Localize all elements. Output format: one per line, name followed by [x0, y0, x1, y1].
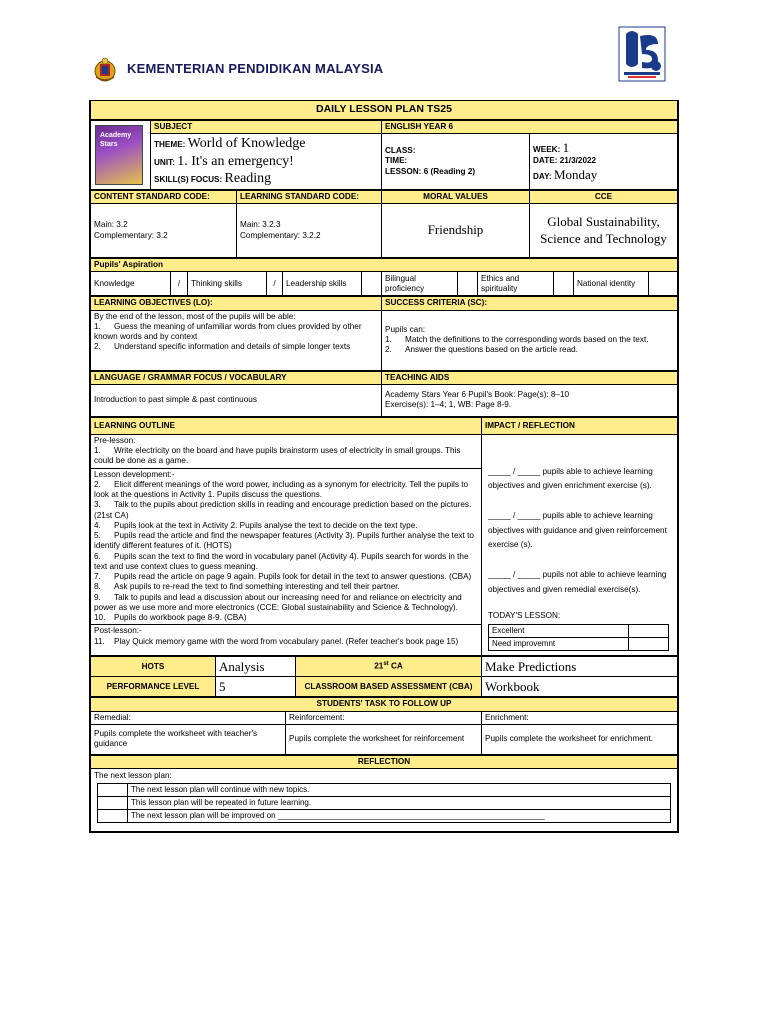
todays-lesson-excellent-box[interactable]	[629, 625, 669, 638]
hots-value: Analysis	[216, 657, 296, 677]
aspiration-knowledge-tick: /	[171, 272, 188, 296]
option-1-box[interactable]	[98, 784, 128, 797]
step-2: Elicit different meanings of the word power, including as a synonym for electricity. Tell the pupils to look at the questions in Activity 1. Pupils discuss the questions.	[94, 479, 469, 499]
aspiration-ethics-tick	[554, 272, 574, 296]
theme-unit-skill-cell: THEME: World of Knowledge UNIT: 1. It's an emergency! SKILL(S) FOCUS: Reading	[151, 134, 382, 190]
enrichment-label: Enrichment:	[482, 711, 678, 724]
book-cover-image: Academy Stars	[95, 125, 143, 185]
performance-level-label: PERFORMANCE LEVEL	[91, 677, 216, 697]
cba-label: CLASSROOM BASED ASSESSMENT (CBA)	[296, 677, 482, 697]
remedial-text: Pupils complete the worksheet with teacher's guidance	[91, 724, 286, 754]
task-label: STUDENTS' TASK TO FOLLOW UP	[91, 698, 678, 711]
learning-outline-label: LEARNING OUTLINE	[91, 417, 482, 434]
learning-standard-label: LEARNING STANDARD CODE:	[237, 190, 382, 203]
title-table	[90, 101, 678, 120]
teaching-aids: Academy Stars Year 6 Pupil's Book: Page(s): 8–10 Exercise(s): 1–4; 1, WB: Page 8-9.	[382, 384, 678, 416]
todays-lesson-need-improvement: Need improvemnt	[489, 638, 629, 651]
aspiration-bilingual: Bilingual proficiency	[382, 272, 458, 296]
class-time-lesson-cell: CLASS: TIME: LESSON: 6 (Reading 2)	[382, 134, 530, 190]
week-value: 1	[562, 140, 570, 156]
option-3-text: The next lesson plan will be improved on ____________________________________________________________	[128, 810, 671, 823]
step-5: Pupils read the article and find the newspaper features (Activity 3). Pupils further analyse the text to identify different features of it. (HOTS)	[94, 531, 474, 551]
content-standard-label: CONTENT STANDARD CODE:	[91, 190, 237, 203]
aspiration-thinking-tick: /	[267, 272, 283, 296]
subject-info-table	[90, 120, 678, 190]
hots-label: HOTS	[91, 657, 216, 677]
next-lesson-label: The next lesson plan:	[94, 771, 172, 781]
aspiration-knowledge: Knowledge	[91, 272, 171, 296]
lo-label: LEARNING OBJECTIVES (LO):	[91, 297, 382, 310]
plan-title: DAILY LESSON PLAN TS25	[91, 101, 678, 120]
assessment-table	[90, 656, 678, 697]
impact-content	[482, 434, 678, 656]
task-table	[90, 697, 678, 755]
aspiration-label: Pupils' Aspiration	[91, 259, 678, 272]
book-cover-cell	[91, 121, 151, 190]
aspiration-national-tick	[649, 272, 678, 296]
unit-value: 1. It's an emergency!	[177, 153, 294, 169]
cba-value: Workbook	[482, 677, 678, 697]
language-aids-table	[90, 371, 678, 417]
skill-value: Reading	[224, 171, 272, 187]
subject-value: ENGLISH YEAR 6	[382, 121, 678, 134]
sc-item-2: Answer the questions based on the article read.	[405, 345, 578, 355]
sc-content: Pupils can: 1. Match the definitions to the corresponding words based on the text. 2. Answer the questions based on the article read.	[382, 310, 678, 370]
learning-outline-content	[91, 434, 482, 656]
cce-value: Global Sustainability, Science and Technology	[530, 204, 678, 258]
objectives-table	[90, 296, 678, 370]
aspiration-thinking: Thinking skills	[188, 272, 267, 296]
step-4: Pupils look at the text in Activity 2. Pupils analyse the text to decide on the text type.	[114, 520, 418, 530]
learning-standard-value: Main: 3.2.3 Complementary: 3.2.2	[237, 204, 382, 258]
ministry-name: KEMENTERIAN PENDIDIKAN MALAYSIA	[127, 61, 384, 76]
reinforcement-text: Pupils complete the worksheet for reinforcement	[286, 724, 482, 754]
lo-content: By the end of the lesson, most of the pupils will be able: 1. Guess the meaning of unfamiliar words from clues provided by other known words and by context 2. Understand specific information and details of simple longer texts	[91, 310, 382, 370]
moral-value: Friendship	[382, 204, 530, 258]
ts25-logo	[618, 26, 666, 82]
step-9: Talk to pupils and lead a discussion about our increasing need for and reliance on electricity and power as we use more and more electronics (CCE: Global sustainability and Science & Technology).	[94, 592, 462, 612]
21st-ca-label: 21st CA	[296, 657, 482, 677]
moral-values-label: MORAL VALUES	[382, 190, 530, 203]
teaching-aids-label: TEACHING AIDS	[382, 371, 678, 384]
ministry-crest-logo	[90, 55, 120, 85]
option-1-text: The next lesson plan will continue with new topics.	[128, 784, 671, 797]
impact-remedial: _____ / _____ pupils not able to achieve learning objectives and given remedial exercise(s).	[488, 570, 667, 594]
step-1: Write electricity on the board and have pupils brainstorm uses of electricity in small groups. This could be done as a game.	[94, 446, 461, 466]
sc-item-1: Match the definitions to the corresponding words based on the text.	[405, 334, 649, 344]
next-lesson-options	[97, 783, 671, 823]
aspiration-bilingual-tick	[458, 272, 478, 296]
reflection-content	[91, 769, 678, 832]
todays-lesson-table	[488, 624, 669, 651]
enrichment-text: Pupils complete the worksheet for enrichment.	[482, 724, 678, 754]
option-2-text: This lesson plan will be repeated in future learning.	[128, 797, 671, 810]
development-block: Lesson development:- 2. Elicit different meanings of the word power, including as a synonym for electricity. Tell the pupils to look at the questions in Activity 1. Pupils discuss the questions. 3. Talk to the pupils about prediction skills in reading and encourage prediction based on the pictures. (21st CA) 4. Pupils look at the text in Activity 2. Pupils analyse the text to decide on the text type. 5. Pupils read the article and find the newspaper features (Activity 3). Pupils further analyse the text to identify different features of it. (HOTS) 6. Pupils scan the text to find the word in vocabulary panel (Activity 4). Pupils search for words in the text and use context clues to guess meaning. 7. Pupils read the article on page 9 again. Pupils look for detail in the text to answer questions. (CBA) 8. Ask pupils to re-read the text to find something interesting and tell their partner. 9. Talk to pupils and lead a discussion about our increasing need for and reliance on electricity and power as we use more and more electronics (CCE: Global sustainability and Science & Technology). 10. Pupils do workbook page 8-9. (CBA)	[91, 469, 481, 626]
step-7: Pupils read the article on page 9 again. Pupils look for detail in the text to answer questions. (CBA)	[114, 572, 472, 581]
impact-label: IMPACT / REFLECTION	[482, 417, 678, 434]
performance-level-value: 5	[216, 677, 296, 697]
aspiration-leadership: Leadership skills	[283, 272, 362, 296]
language-label: LANGUAGE / GRAMMAR FOCUS / VOCABULARY	[91, 371, 382, 384]
week-date-day-cell: WEEK: 1 DATE: 21/3/2022 DAY: Monday	[530, 134, 678, 190]
21st-ca-value: Make Predictions	[482, 657, 678, 677]
impact-enrichment: _____ / _____ pupils able to achieve learning objectives and given enrichment exercise (s).	[488, 466, 653, 491]
aspiration-leadership-tick	[362, 272, 382, 296]
todays-lesson-excellent: Excellent	[489, 625, 629, 638]
theme-value: World of Knowledge	[187, 136, 306, 152]
daily-lesson-plan-sheet	[89, 100, 679, 833]
step-8: Ask pupils to re-read the text to find something interesting and tell their partner.	[114, 582, 400, 592]
step-11: Play Quick memory game with the word from vocabulary panel. (Refer teacher's book page 15)	[114, 636, 459, 646]
standards-table	[90, 190, 678, 258]
option-2-box[interactable]	[98, 797, 128, 810]
aspiration-table	[90, 258, 678, 296]
impact-reinforcement: _____ / _____ pupils able to achieve learning objectives with guidance and given reinforcement exercise (s).	[488, 511, 667, 550]
reinforcement-label: Reinforcement:	[286, 711, 482, 724]
date-value: 21/3/2022	[559, 156, 597, 166]
remedial-label: Remedial:	[91, 711, 286, 724]
aspiration-ethics: Ethics and spirituality	[478, 272, 554, 296]
pre-lesson-block: Pre-lesson: 1. Write electricity on the board and have pupils brainstorm uses of electricity in small groups. This could be done as a game.	[91, 435, 481, 469]
content-standard-value: Main: 3.2 Complementary: 3.2	[91, 204, 237, 258]
lo-item-2: Understand specific information and details of simple longer texts	[114, 342, 351, 352]
learning-outline-table	[90, 417, 678, 657]
step-10: Pupils do workbook page 8-9. (CBA)	[114, 613, 247, 622]
todays-lesson-label: TODAY'S LESSON:	[488, 611, 561, 621]
cce-label: CCE	[530, 190, 678, 203]
aspiration-national: National identity	[574, 272, 649, 296]
subject-label: SUBJECT	[151, 121, 382, 134]
day-value: Monday	[553, 166, 598, 182]
sc-label: SUCCESS CRITERIA (SC):	[382, 297, 678, 310]
lesson-value: 6 (Reading 2)	[423, 166, 476, 176]
option-3-box[interactable]	[98, 810, 128, 823]
language-focus: Introduction to past simple & past continuous	[91, 384, 382, 416]
step-6: Pupils scan the text to find the word in vocabulary panel (Activity 4). Pupils search for words in the text and use context clues to guess meaning.	[94, 551, 469, 571]
step-3: Talk to the pupils about prediction skills in reading and encourage prediction based on the pictures. (21st CA)	[94, 500, 472, 520]
lo-item-1: Guess the meaning of unfamiliar words from clues provided by other known words and by context	[94, 321, 362, 341]
post-lesson-block: Post-lesson:- 11. Play Quick memory game with the word from vocabulary panel. (Refer teacher's book page 15)	[94, 626, 459, 646]
todays-lesson-need-box[interactable]	[629, 638, 669, 651]
reflection-table	[90, 755, 678, 833]
reflection-label: REFLECTION	[91, 755, 678, 768]
